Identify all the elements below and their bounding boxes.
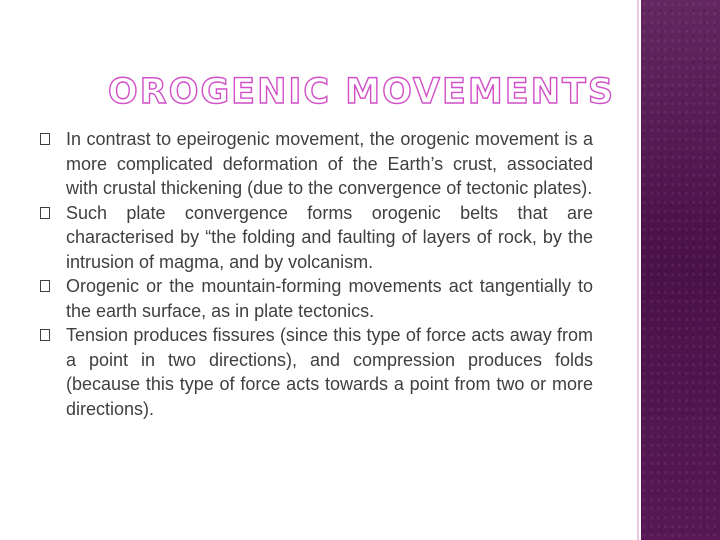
bullet-text: Tension produces fissures (since this type of force acts away from a point in two directions), and compression produces folds (because this type of force acts towards a point from two or more directions). <box>66 325 593 419</box>
bullet-list <box>40 127 593 421</box>
divider-line <box>637 0 639 540</box>
empty-square-icon <box>40 329 50 341</box>
bullet-item <box>40 274 593 323</box>
empty-square-icon <box>40 133 50 145</box>
empty-square-icon <box>40 207 50 219</box>
bullet-text: Orogenic or the mountain-forming movements act tangentially to the earth surface, as in plate tectonics. <box>66 276 593 321</box>
bullet-item <box>40 127 593 201</box>
bullet-item <box>40 323 593 421</box>
bullet-text: Such plate convergence forms orogenic belts that are characterised by “the folding and faulting of layers of rock, by the intrusion of magma, and by volcanism. <box>66 202 593 272</box>
bullet-text: In contrast to epeirogenic movement, the orogenic movement is a more complicated deformation of the Earth’s crust, associated with crustal thickening (due to the convergence of tectonic plates). <box>66 129 593 198</box>
bullet-item <box>40 201 593 275</box>
empty-square-icon <box>40 280 50 292</box>
side-decoration-band <box>641 0 720 540</box>
slide-title: OROGENIC MOVEMENTS <box>108 72 616 112</box>
